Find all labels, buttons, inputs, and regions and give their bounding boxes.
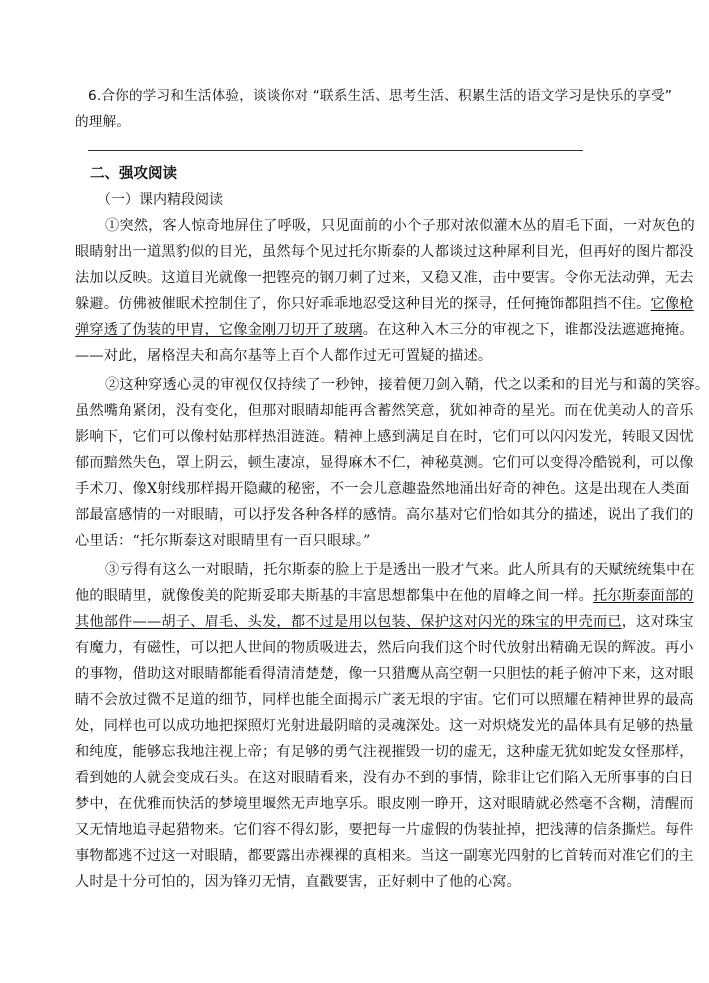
para-3-line-4: 有魔力，有磁性，可以把人世间的物质吸进去，然后向我们这个时代放射出精确无误的辉波。再小 <box>75 640 694 656</box>
para-3-line-13: 人时是十分可怕的，因为锋刃无情，直戳要害，正好刺中了他的心窝。 <box>75 874 522 890</box>
para-2-line-4: 郁而黯然失色，罩上阴云，顿生凄凉，显得麻木不仁，神秘莫测。它们可以变得冷酷锐利，可以像 <box>75 455 694 471</box>
para-3-line-1: ③亏得有这么一对眼睛，托尔斯泰的脸上于是透出一股才气来。此人所具有的天赋统统集中在 <box>105 562 695 578</box>
para-2-line-2: 虽然嘴角紧闭，没有变化，但那对眼睛却能再含蓄然笑意，犹如神奇的星光。而在优美动人的音乐 <box>75 403 694 419</box>
section-heading: 二、强攻阅读 <box>90 166 177 182</box>
para-2-line-6: 部最富感情的一对眼睛，可以抒发各种各样的感情。高尔基对它们恰如其分的描述，说出了我们的 <box>75 507 694 523</box>
para-1-line-3: 法加以反映。这道目光就像一把铿亮的钢刀刺了过来，又稳又准，击中要害。令你无法动弹，无去 <box>75 270 694 286</box>
para-3-line-8: 和纯度，能够忘我地注视上帝；有足够的勇气注视摧毁一切的虚无，这种虚无犹如蛇发女怪那样， <box>75 744 694 760</box>
para-2-line-5: 手术刀、像X射线那样揭开隐藏的秘密，不一会儿意趣盎然地涌出好奇的神色。这是出现在人类面 <box>75 481 690 497</box>
para-3-line-12: 事物都逃不过这一对眼睛，都要露出赤裸裸的真相来。当这一副寒光四射的匕首转而对准它们的主 <box>75 848 694 864</box>
para-3-line-3-text: ，这对珠宝 <box>621 614 694 630</box>
para-1-underlined-end: 弹穿透了伪装的甲胄，它像金刚刀切开了玻璃 <box>75 322 363 338</box>
para-3-line-2-text: 他的眼睛里，就像俊美的陀斯妥耶夫斯基的丰富思想都集中在他的眉峰之间一样。 <box>75 588 593 604</box>
question-6-line-1: 6.合你的学习和生活体验，谈谈你对 “联系生活、思考生活、积累生活的语文学习是快乐的享受” <box>88 88 673 104</box>
para-3-line-5: 的事物，借助这对眼睛都能看得清清楚楚，像一只猎鹰从高空朝一只胆怯的耗子俯冲下来，这对眼 <box>75 666 694 682</box>
para-1-line-4-text: 躲避。仿佛被催眠术控制住了，你只好乖乖地忍受这种目光的探寻，任何掩饰都阻挡不住。 <box>75 296 651 312</box>
para-3-underlined-end: 其他部件——胡子、眉毛、头发，都不过是用以包装、保护这对闪光的珠宝的甲壳而已 <box>75 614 622 630</box>
answer-line <box>88 150 583 151</box>
para-2-line-3: 影响下，它们可以像村姑那样热泪涟涟。精神上感到满足自在时，它们可以闪闪发光，转眼又因忧 <box>75 429 694 445</box>
para-1-line-4 <box>75 294 694 314</box>
para-3-line-7: 处，同样也可以成功地把探照灯光射进最阴暗的灵魂深处。这一对炽烧发光的晶体具有足够的热量 <box>75 718 694 734</box>
question-6-line-2: 的理解。 <box>75 114 131 130</box>
para-3-line-9: 看到她的人就会变成石头。在这对眼睛看来，没有办不到的事情，除非让它们陷入无所事事的白日 <box>75 770 694 786</box>
para-2-line-7: 心里话：“托尔斯泰这对眼睛里有一百只眼球。” <box>75 533 371 549</box>
para-3-line-6: 睛不会放过微不足道的细节，同样也能全面揭示广袤无垠的宇宙。它们可以照耀在精神世界的最高 <box>75 692 694 708</box>
para-2-line-1: ②这种穿透心灵的审视仅仅持续了一秒钟，接着便刀剑入鞘，代之以柔和的目光与和蔼的笑容。 <box>105 377 709 393</box>
para-3-line-10: 梦中，在优雅而快活的梦境里堰然无声地享乐。眼皮刚一睁开，这对眼睛就必然毫不含糊，清醒而 <box>75 796 694 812</box>
para-1-line-5-text: 。在这种入木三分的审视之下，谁都没法遮遮掩掩。 <box>362 322 694 338</box>
para-3-line-2 <box>75 586 694 606</box>
para-3-underlined-start: 托尔斯泰面部的 <box>592 588 694 604</box>
para-3-line-11: 又无情地追寻起猎物来。它们容不得幻影，要把每一片虚假的伪装扯掉，把浅薄的信条撕烂。每件 <box>75 822 694 838</box>
para-1-line-5 <box>75 320 694 340</box>
para-1-line-1: ①突然，客人惊奇地屏住了呼吸，只见面前的小个子那对浓似灌木丛的眉毛下面，一对灰色的 <box>105 218 695 234</box>
para-3-line-3 <box>75 612 694 632</box>
section-subheading: （一）课内精段阅读 <box>97 192 223 208</box>
para-1-line-6: ——对此，屠格涅夫和高尔基等上百个人都作过无可置疑的描述。 <box>75 348 493 364</box>
para-1-underlined-start: 它像枪 <box>650 296 694 312</box>
para-1-line-2: 眼睛射出一道黑豹似的目光，虽然每个见过托尔斯泰的人都谈过这种犀利目光，但再好的图片都没 <box>75 244 694 260</box>
